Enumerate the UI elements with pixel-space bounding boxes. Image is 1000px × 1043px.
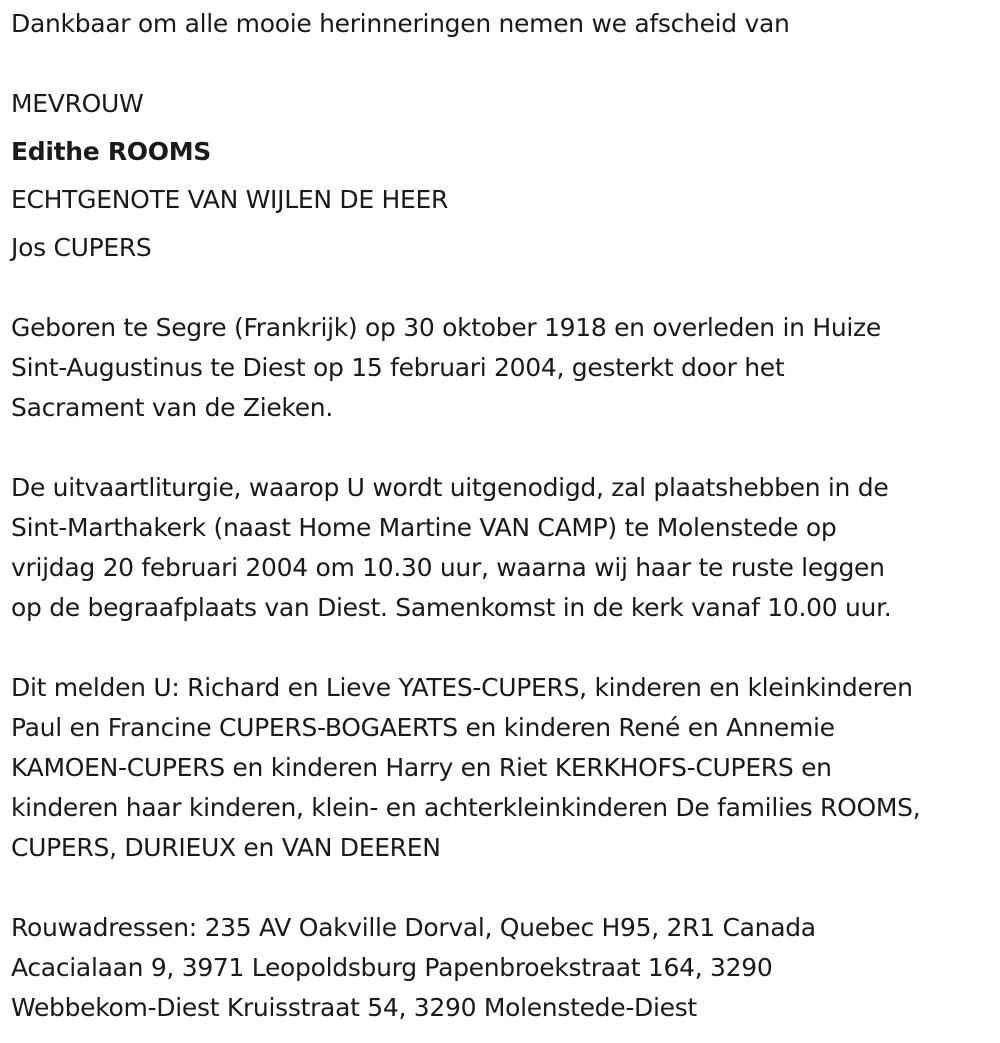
paragraph-line: Acacialaan 9, 3971 Leopoldsburg Papenbroekstraat 164, 3290	[11, 953, 773, 982]
spouse-label: ECHTGENOTE VAN WIJLEN DE HEER	[11, 185, 449, 214]
paragraph-line: Dit melden U: Richard en Lieve YATES-CUPERS, kinderen en kleinkinderen	[11, 673, 913, 702]
deceased-name: Edithe ROOMS	[11, 137, 211, 166]
paragraph-line: op de begraafplaats van Diest. Samenkomst in de kerk vanaf 10.00 uur.	[11, 593, 892, 622]
paragraph-line: De uitvaartliturgie, waarop U wordt uitgenodigd, zal plaatshebben in de	[11, 473, 889, 502]
spouse-name: Jos CUPERS	[11, 233, 152, 262]
paragraph-line: Sacrament van de Zieken.	[11, 393, 333, 422]
paragraph-line: Sint-Marthakerk (naast Home Martine VAN CAMP) te Molenstede op	[11, 513, 837, 542]
honorific-title: MEVROUW	[11, 89, 144, 118]
paragraph-line: Webbekom-Diest Kruisstraat 54, 3290 Molenstede-Diest	[11, 993, 697, 1022]
paragraph-line: CUPERS, DURIEUX en VAN DEEREN	[11, 833, 441, 862]
paragraph-line: Geboren te Segre (Frankrijk) op 30 oktober 1918 en overleden in Huize	[11, 313, 881, 342]
paragraph-line: Paul en Francine CUPERS-BOGAERTS en kinderen René en Annemie	[11, 713, 835, 742]
paragraph-line: Sint-Augustinus te Diest op 15 februari 2004, gesterkt door het	[11, 353, 785, 382]
intro-text: Dankbaar om alle mooie herinneringen nemen we afscheid van	[11, 9, 790, 38]
paragraph-line: vrijdag 20 februari 2004 om 10.30 uur, waarna wij haar te ruste leggen	[11, 553, 885, 582]
paragraph-line: Rouwadressen: 235 AV Oakville Dorval, Quebec H95, 2R1 Canada	[11, 913, 816, 942]
paragraph-line: kinderen haar kinderen, klein- en achterkleinkinderen De families ROOMS,	[11, 793, 921, 822]
paragraph-line: KAMOEN-CUPERS en kinderen Harry en Riet KERKHOFS-CUPERS en	[11, 753, 832, 782]
